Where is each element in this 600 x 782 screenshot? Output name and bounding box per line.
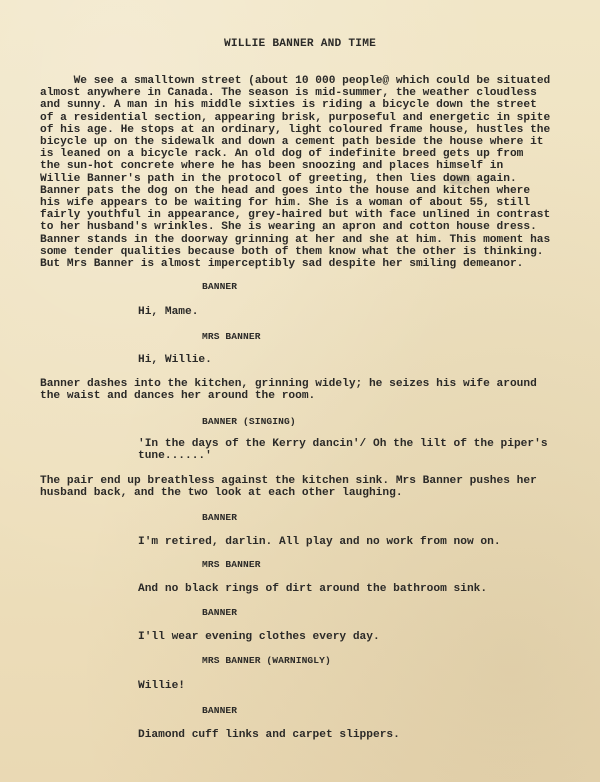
action-kitchen-sink: The pair end up breathless against the kitchen sink. Mrs Banner pushes her husband back, and the two look at each other laughing. [40, 475, 537, 500]
dialogue-line-4: And no black rings of dirt around the bathroom sink. [138, 583, 488, 595]
document-title: WILLIE BANNER AND TIME [223, 38, 377, 50]
speaker-banner-4: BANNER [202, 705, 238, 716]
speaker-mrs-banner-warningly: MRS BANNER (WARNINGLY) [202, 655, 331, 666]
dialogue-line-1: Hi, Mame. [138, 306, 199, 318]
speaker-banner-2: BANNER [202, 512, 238, 523]
speaker-mrs-banner-1: MRS BANNER [202, 331, 261, 342]
dialogue-line-2: Hi, Willie. [138, 354, 212, 366]
speaker-mrs-banner-2: MRS BANNER [202, 559, 261, 570]
speaker-banner-1: BANNER [202, 281, 238, 292]
dialogue-line-7: Diamond cuff links and carpet slippers. [138, 729, 400, 741]
dialogue-song: 'In the days of the Kerry dancin'/ Oh the lilt of the piper's tune......' [138, 438, 548, 463]
speaker-banner-3: BANNER [202, 607, 238, 618]
dialogue-line-3: I'm retired, darlin. All play and no work from now on. [138, 536, 501, 548]
opening-description: We see a smalltown street (about 10 000 people@ which could be situated almost anywhere in Canada. The season is mid-summer, the weather cloudless and sunny. A man in his middle sixties is riding a bicycle down the street of a residential section, appearing brisk, purposeful and energetic in spite of his age. He stops at an ordinary, light coloured frame house, hustles the bicycle up on the sidewalk and down a cement path beside the house where it is leaned on a bicycle rack. An old dog of indefinite breed gets up from the sun-hot concrete where he has been snoozing and places himself in Willie Banner's path in the protocol of greeting, then lies down again. Banner pats the dog on the head and goes into the house and kitchen where his wife appears to be waiting for him. She is a woman of about 55, still fairly youthful in appearance, grey-haired but with face unlined in contrast to her husband's wrinkles. She is wearing an apron and cotton house dress. Banner stands in the doorway grinning at her and she at him. This moment has some tender qualities because both of them know what the other is thinking. But Mrs Banner is almost imperceptibly sad despite her smiling demeanor. [40, 75, 551, 271]
action-dance: Banner dashes into the kitchen, grinning widely; he seizes his wife around the waist and dances her around the room. [40, 378, 537, 403]
speaker-banner-singing: BANNER (SINGING) [202, 416, 296, 427]
dialogue-line-6: Willie! [138, 680, 185, 692]
dialogue-line-5: I'll wear evening clothes every day. [138, 631, 380, 643]
